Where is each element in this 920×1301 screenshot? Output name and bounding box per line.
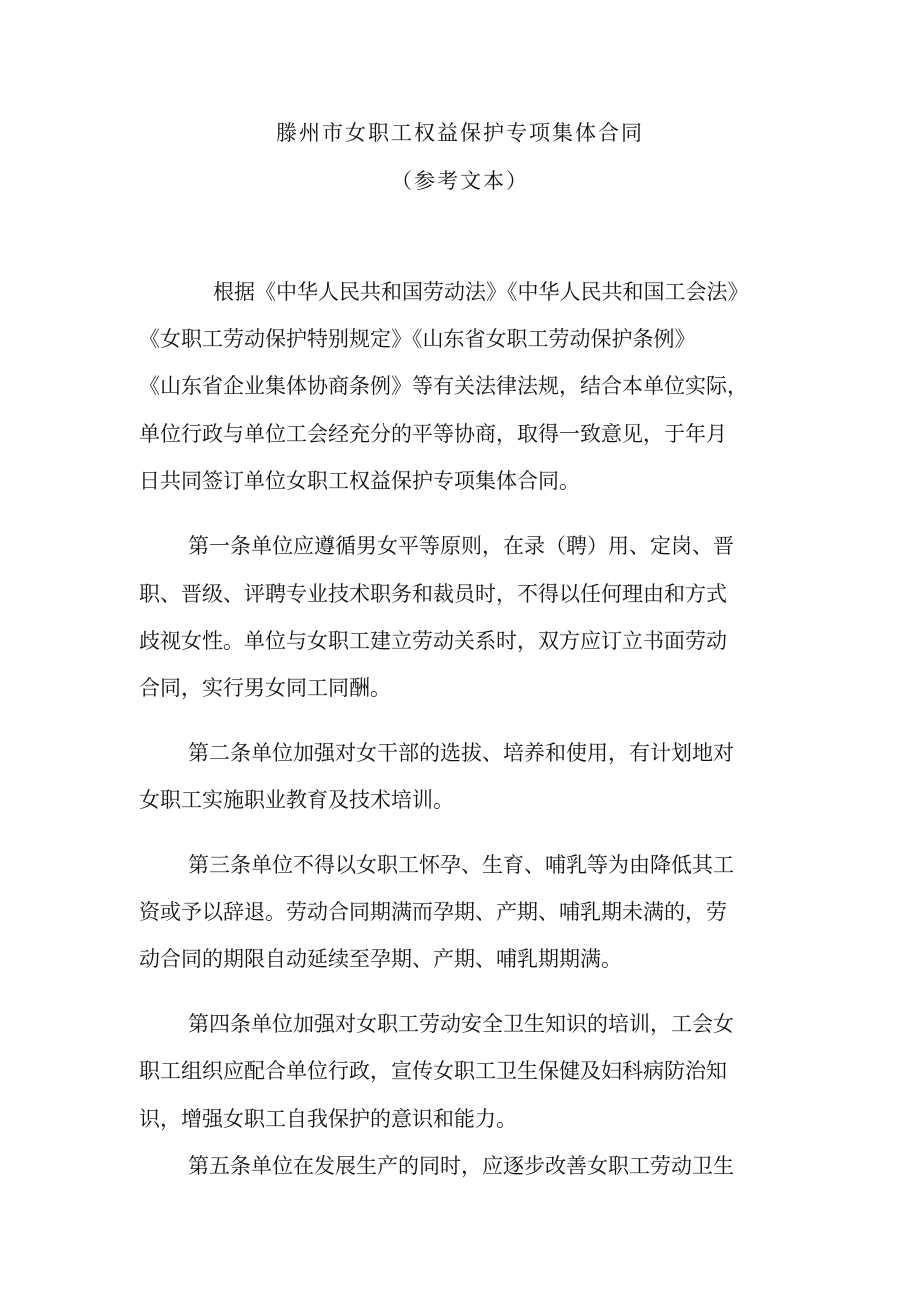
paragraph-2-line-1: 女职工实施职业教育及技术培训。 (139, 788, 454, 812)
paragraph-3-line-2: 动合同的期限自动延续至孕期、产期、哺乳期期满。 (139, 947, 622, 971)
paragraph-3-line-0: 第三条单位不得以女职工怀孕、生育、哺乳等为由降低其工 (188, 853, 734, 877)
paragraph-1-line-2: 歧视女性。单位与女职工建立劳动关系时，双方应订立书面劳动 (139, 629, 727, 653)
paragraph-0-line-1: 《女职工劳动保护特别规定》《山东省女职工劳动保护条例》 (139, 327, 696, 351)
paragraph-4-line-2: 识，增强女职工自我保护的意识和能力。 (139, 1107, 517, 1131)
paragraph-1-line-3: 合同，实行男女同工同酬。 (139, 676, 391, 700)
paragraph-2-line-0: 第二条单位加强对女干部的选拔、培养和使用，有计划地对 (188, 741, 734, 765)
document-title: 滕州市女职工权益保护专项集体合同 (276, 121, 644, 145)
paragraph-0-line-3: 单位行政与单位工会经充分的平等协商，取得一致意见，于年月 (139, 422, 727, 446)
paragraph-1-line-0: 第一条单位应遵循男女平等原则，在录（聘）用、定岗、晋 (188, 534, 734, 558)
paragraph-0-line-4: 日共同签订单位女职工权益保护专项集体合同。 (139, 469, 580, 493)
document-subtitle: （参考文本） (391, 169, 529, 193)
paragraph-4-line-0: 第四条单位加强对女职工劳动安全卫生知识的培训，工会女 (188, 1012, 734, 1036)
paragraph-3-line-1: 资或予以辞退。劳动合同期满而孕期、产期、哺乳期未满的，劳 (139, 900, 727, 924)
paragraph-1-line-1: 职、晋级、评聘专业技术职务和裁员时，不得以任何理由和方式 (139, 582, 727, 606)
paragraph-4-line-1: 职工组织应配合单位行政，宣传女职工卫生保健及妇科病防治知 (139, 1059, 727, 1083)
paragraph-5-line-0: 第五条单位在发展生产的同时，应逐步改善女职工劳动卫生 (188, 1154, 734, 1178)
paragraph-0-line-2: 《山东省企业集体协商条例》等有关法律法规，结合本单位实际， (139, 374, 748, 398)
paragraph-0-line-0: 根据《中华人民共和国劳动法》《中华人民共和国工会法》 (213, 280, 749, 304)
